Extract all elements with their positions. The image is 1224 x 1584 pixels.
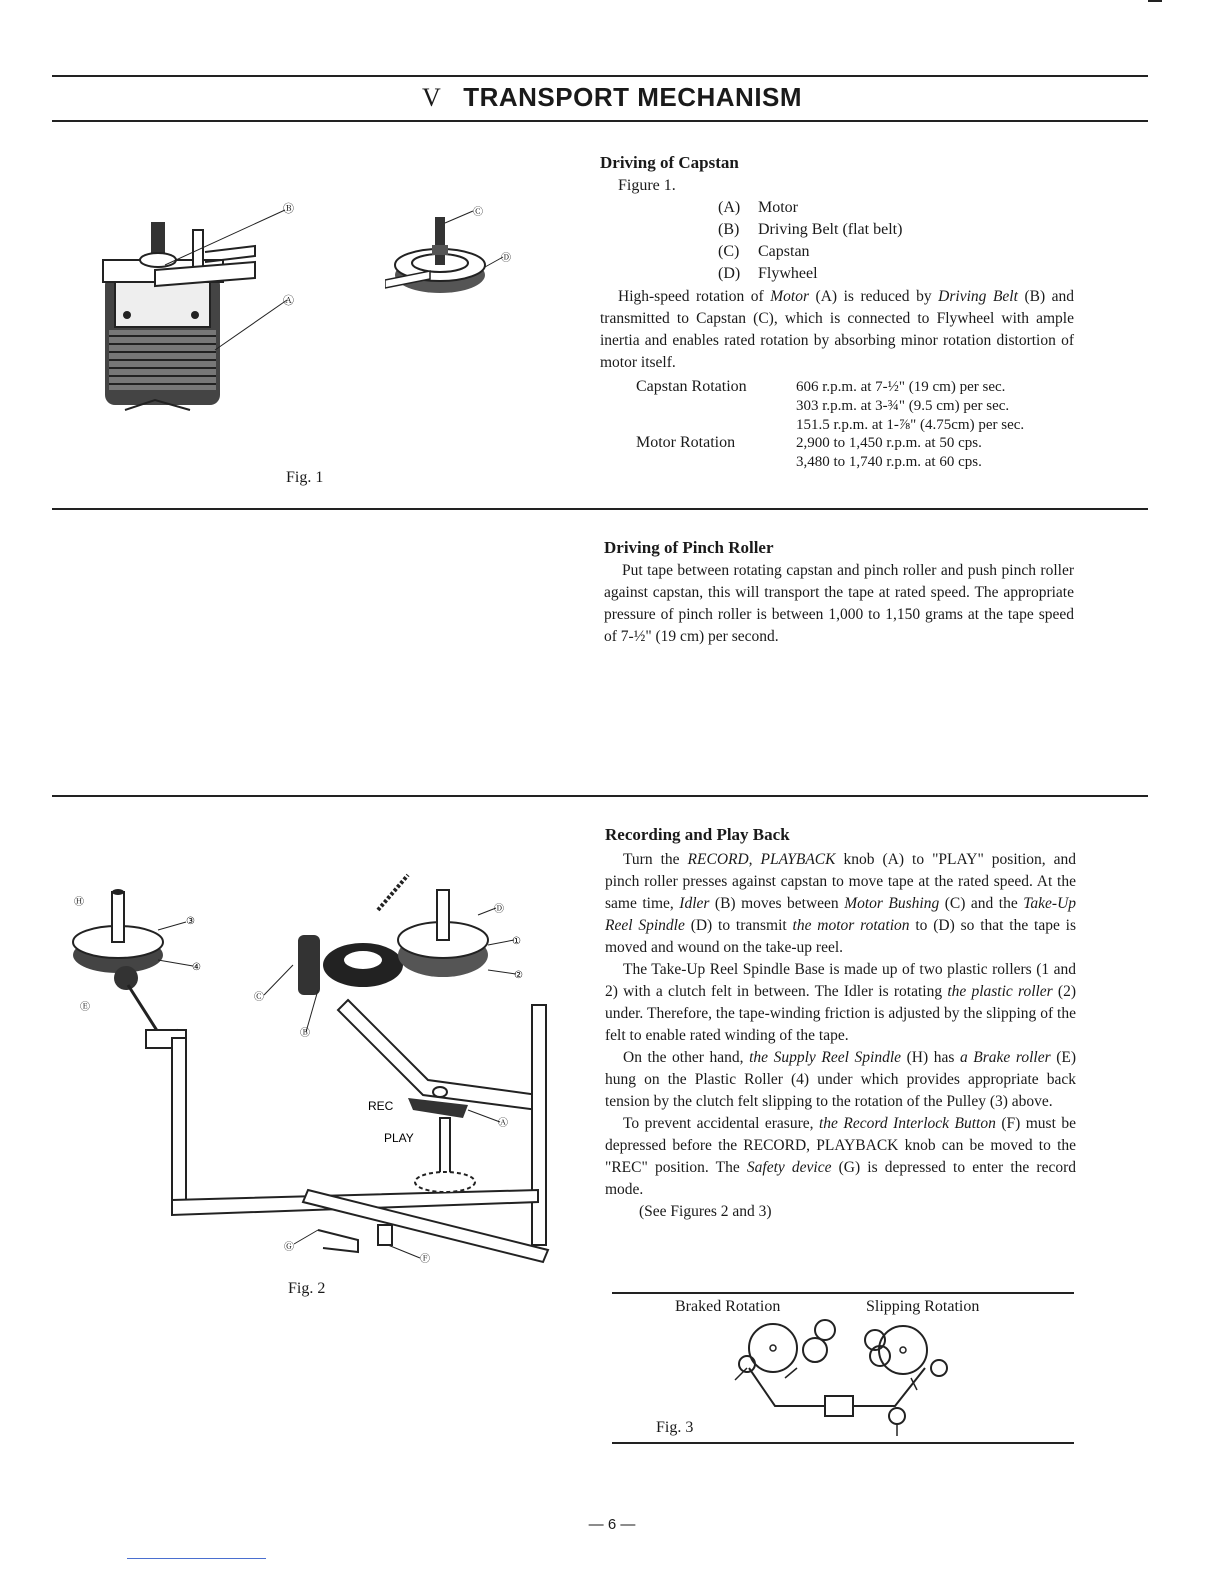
section3-para-2: The Take-Up Reel Spindle Base is made up of two plastic rollers (1 and 2) with a clutch felt in between. The Idler is rotating the plastic roller (2) under. Therefore, the tape-winding friction is adjusted by the slipping of the felt to enable rated winding of the tape.: [605, 961, 1076, 1044]
callout-c: Ⓒ: [473, 207, 483, 218]
figure-ref: Figure 1.: [618, 177, 676, 194]
fig3-diagram: [725, 1318, 965, 1438]
rotation-specs: [600, 376, 1074, 471]
title-underline: [52, 120, 1148, 122]
top-rule: [52, 75, 1148, 77]
section3-para-1: Turn the RECORD, PLAYBACK knob (A) to "PLAY" position, and pinch roller presses against capstan to move tape at the rated speed. At the same time, Idler (B) moves between Motor Bushing (C) and the Take-Up Reel Spindle (D) to transmit the motor rotation to (D) so that the tape is moved and wound on the take-up reel.: [605, 851, 1077, 956]
callout-d: Ⓓ: [501, 253, 511, 264]
fig3-bottom-rule: [612, 1442, 1074, 1444]
fig1-caption: Fig. 1: [286, 469, 324, 486]
legend-item: (C) Capstan: [718, 243, 810, 260]
divider-2: [52, 795, 1148, 797]
divider-1: [52, 508, 1148, 510]
section1-text: [600, 153, 1074, 471]
section1-body: High-speed rotation of Motor (A) is reduced by Driving Belt (B) and transmitted to Capstan (C), which is connected to Flywheel with ample inertia and enables rated rotation by absorbing minor rotation distortion of motor itself.: [600, 288, 1075, 371]
motor-rotation-label: Motor Rotation: [636, 434, 736, 451]
fig2-rec-label: REC: [368, 1099, 394, 1113]
section3-para-3: On the other hand, the Supply Reel Spindle (H) has a Brake roller (E) hung on the Plastic Roller (4) under which provides appropriate back tension by the clutch felt slipping to the rotation of the Pulley (3) above.: [605, 1049, 1077, 1110]
legend-list: [718, 197, 1074, 285]
callout-b: Ⓑ: [283, 203, 294, 215]
page-number: — 6 —: [588, 1516, 636, 1533]
fig2-caption: Fig. 2: [288, 1280, 326, 1297]
fig3-top-rule: [612, 1292, 1074, 1294]
fig3-slipping-label: Slipping Rotation: [866, 1298, 980, 1315]
legend-item: (B) Driving Belt (flat belt): [718, 221, 903, 238]
fig2-callout-1: ①: [512, 936, 521, 947]
section-title: TRANSPORT MECHANISM: [463, 82, 803, 112]
callout-a: Ⓐ: [283, 295, 294, 307]
fig2-callout-3: ③: [186, 916, 195, 927]
legend-item: (D) Flywheel: [718, 265, 818, 282]
fig2-callout-b: Ⓑ: [300, 1028, 310, 1039]
capstan-rotation-label: Capstan Rotation: [636, 378, 747, 395]
fig2-callout-e: Ⓔ: [80, 1002, 90, 1013]
section1-heading: Driving of Capstan: [600, 153, 739, 172]
section2-body: Put tape between rotating capstan and pinch roller and push pinch roller against capstan, this will transport the tape at rated speed. The appropriate pressure of pinch roller is between 1,000 to 1,150 grams at the tape speed of 7-½" (19 cm) per second.: [604, 562, 1074, 645]
section2-text: [604, 538, 1074, 648]
fig2-callout-h: Ⓗ: [74, 897, 84, 908]
fig2-callout-a: Ⓐ: [498, 1118, 508, 1129]
section3-para-4: To prevent accidental erasure, the Record Interlock Button (F) must be depressed before the RECORD, PLAYBACK knob can be moved to the "REC" position. The Safety device (G) is depressed to enter the record mode.: [605, 1115, 1077, 1198]
fig2-play-label: PLAY: [384, 1131, 414, 1145]
fig2-mechanism-illustration: [68, 870, 568, 1270]
fig1-flywheel-illustration: [385, 205, 520, 305]
section3-text: [605, 825, 1076, 1223]
capstan-rotation-values: 606 r.p.m. at 7-½" (19 cm) per sec. 303 r.p.m. at 3-¾" (9.5 cm) per sec. 151.5 r.p.m. at 1-⅞" (4.75cm) per sec.: [796, 379, 1025, 433]
fig3-braked-label: Braked Rotation: [675, 1298, 781, 1315]
fig2-callout-2: ②: [514, 970, 523, 981]
legend-item: (A) Motor: [718, 199, 798, 216]
fig2-callout-f: Ⓕ: [420, 1254, 430, 1265]
section3-heading: Recording and Play Back: [605, 825, 790, 844]
corner-mark: [1148, 0, 1162, 2]
motor-rotation-values: 2,900 to 1,450 r.p.m. at 50 cps. 3,480 to 1,740 r.p.m. at 60 cps.: [796, 435, 982, 470]
section-number: V: [421, 83, 442, 112]
fig3-caption: Fig. 3: [656, 1419, 694, 1436]
section3-see-figures: (See Figures 2 and 3): [639, 1203, 772, 1220]
bottom-link-line: [127, 1558, 266, 1559]
fig2-callout-d: Ⓓ: [494, 904, 504, 915]
fig2-callout-4: ④: [192, 962, 201, 973]
page-title: [0, 82, 1224, 113]
section2-heading: Driving of Pinch Roller: [604, 538, 774, 557]
fig2-callout-c: Ⓒ: [254, 992, 264, 1003]
fig2-callout-g: Ⓖ: [284, 1242, 294, 1253]
fig1-motor-illustration: [95, 200, 335, 425]
